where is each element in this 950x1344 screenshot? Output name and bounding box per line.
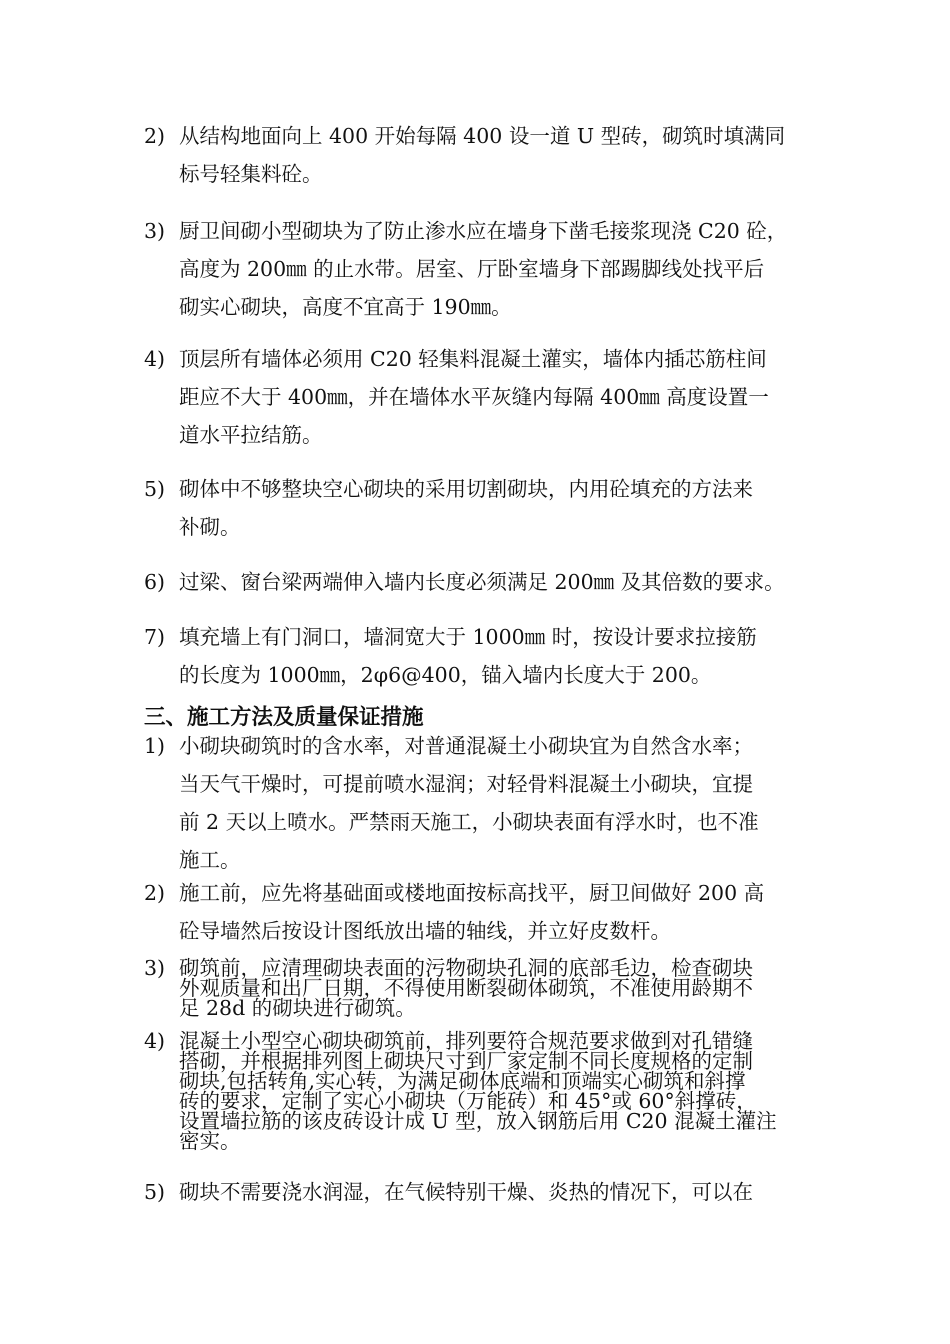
item-line: 过梁、窗台梁两端伸入墙内长度必须满足 200㎜ 及其倍数的要求。: [179, 570, 785, 594]
item-line: 补砌。: [179, 515, 241, 539]
section-heading: 三、施工方法及质量保证措施: [144, 705, 424, 730]
item-number: 4): [144, 347, 166, 371]
item-line: 设置墙拉筋的该皮砖设计成 U 型，放入钢筋后用 C20 混凝土灌注: [179, 1109, 777, 1133]
item-line: 搭砌，并根据排列图上砌块尺寸到厂家定制不同长度规格的定制: [179, 1049, 753, 1073]
item-number: 4): [144, 1029, 166, 1053]
item-line: 标号轻集料砼。: [179, 162, 323, 186]
item-line: 施工前，应先将基础面或楼地面按标高找平，厨卫间做好 200 高: [179, 881, 765, 905]
item-number: 5): [144, 1180, 166, 1204]
item-line: 厨卫间砌小型砌块为了防止渗水应在墙身下凿毛接浆现浇 C20 砼，: [179, 219, 788, 243]
item-line: 砖的要求，定制了实心小砌块（万能砖）和 45°或 60°斜撑砖，: [179, 1089, 757, 1113]
item-line: 当天气干燥时，可提前喷水湿润；对轻骨料混凝土小砌块，宜提: [179, 772, 753, 796]
item-line: 前 2 天以上喷水。严禁雨天施工，小砌块表面有浮水时，也不准: [179, 810, 759, 834]
item-number: 5): [144, 477, 166, 501]
item-line: 距应不大于 400㎜，并在墙体水平灰缝内每隔 400㎜ 高度设置一: [179, 385, 769, 409]
item-number: 7): [144, 625, 166, 649]
item-number: 3): [144, 956, 166, 980]
item-line: 密实。: [179, 1129, 241, 1153]
item-line: 外观质量和出厂日期，不得使用断裂砌体砌筑，不准使用龄期不: [179, 976, 753, 1000]
item-line: 足 28d 的砌块进行砌筑。: [179, 996, 416, 1020]
item-line: 混凝土小型空心砌块砌筑前，排列要符合规范要求做到对孔错缝: [179, 1029, 753, 1053]
item-line: 砌块不需要浇水润湿，在气候特别干燥、炎热的情况下，可以在: [179, 1180, 753, 1204]
item-number: 2): [144, 124, 166, 148]
item-line: 小砌块砌筑时的含水率，对普通混凝土小砌块宜为自然含水率；: [179, 734, 753, 758]
item-line: 砌筑前，应清理砌块表面的污物砌块孔洞的底部毛边，检查砌块: [179, 956, 753, 980]
item-line: 填充墙上有门洞口，墙洞宽大于 1000㎜ 时，按设计要求拉接筋: [179, 625, 757, 649]
item-line: 道水平拉结筋。: [179, 423, 323, 447]
item-number: 3): [144, 219, 166, 243]
item-line: 从结构地面向上 400 开始每隔 400 设一道 U 型砖，砌筑时填满同: [179, 124, 786, 148]
item-line: 砌块,包括转角,实心转，为满足砌体底端和顶端实心砌筑和斜撑: [179, 1069, 746, 1093]
item-line: 施工。: [179, 848, 241, 872]
item-line: 砼导墙然后按设计图纸放出墙的轴线，并立好皮数杆。: [179, 919, 671, 943]
item-number: 1): [144, 734, 166, 758]
item-line: 的长度为 1000㎜，2φ6@400，锚入墙内长度大于 200。: [179, 663, 712, 687]
item-number: 2): [144, 881, 166, 905]
item-line: 砌实心砌块，高度不宜高于 190㎜。: [179, 295, 512, 319]
item-line: 顶层所有墙体必须用 C20 轻集料混凝土灌实，墙体内插芯筋柱间: [179, 347, 767, 371]
item-line: 砌体中不够整块空心砌块的采用切割砌块，内用砼填充的方法来: [179, 477, 753, 501]
item-number: 6): [144, 570, 166, 594]
item-line: 高度为 200㎜ 的止水带。居室、厅卧室墙身下部踢脚线处找平后: [179, 257, 765, 281]
